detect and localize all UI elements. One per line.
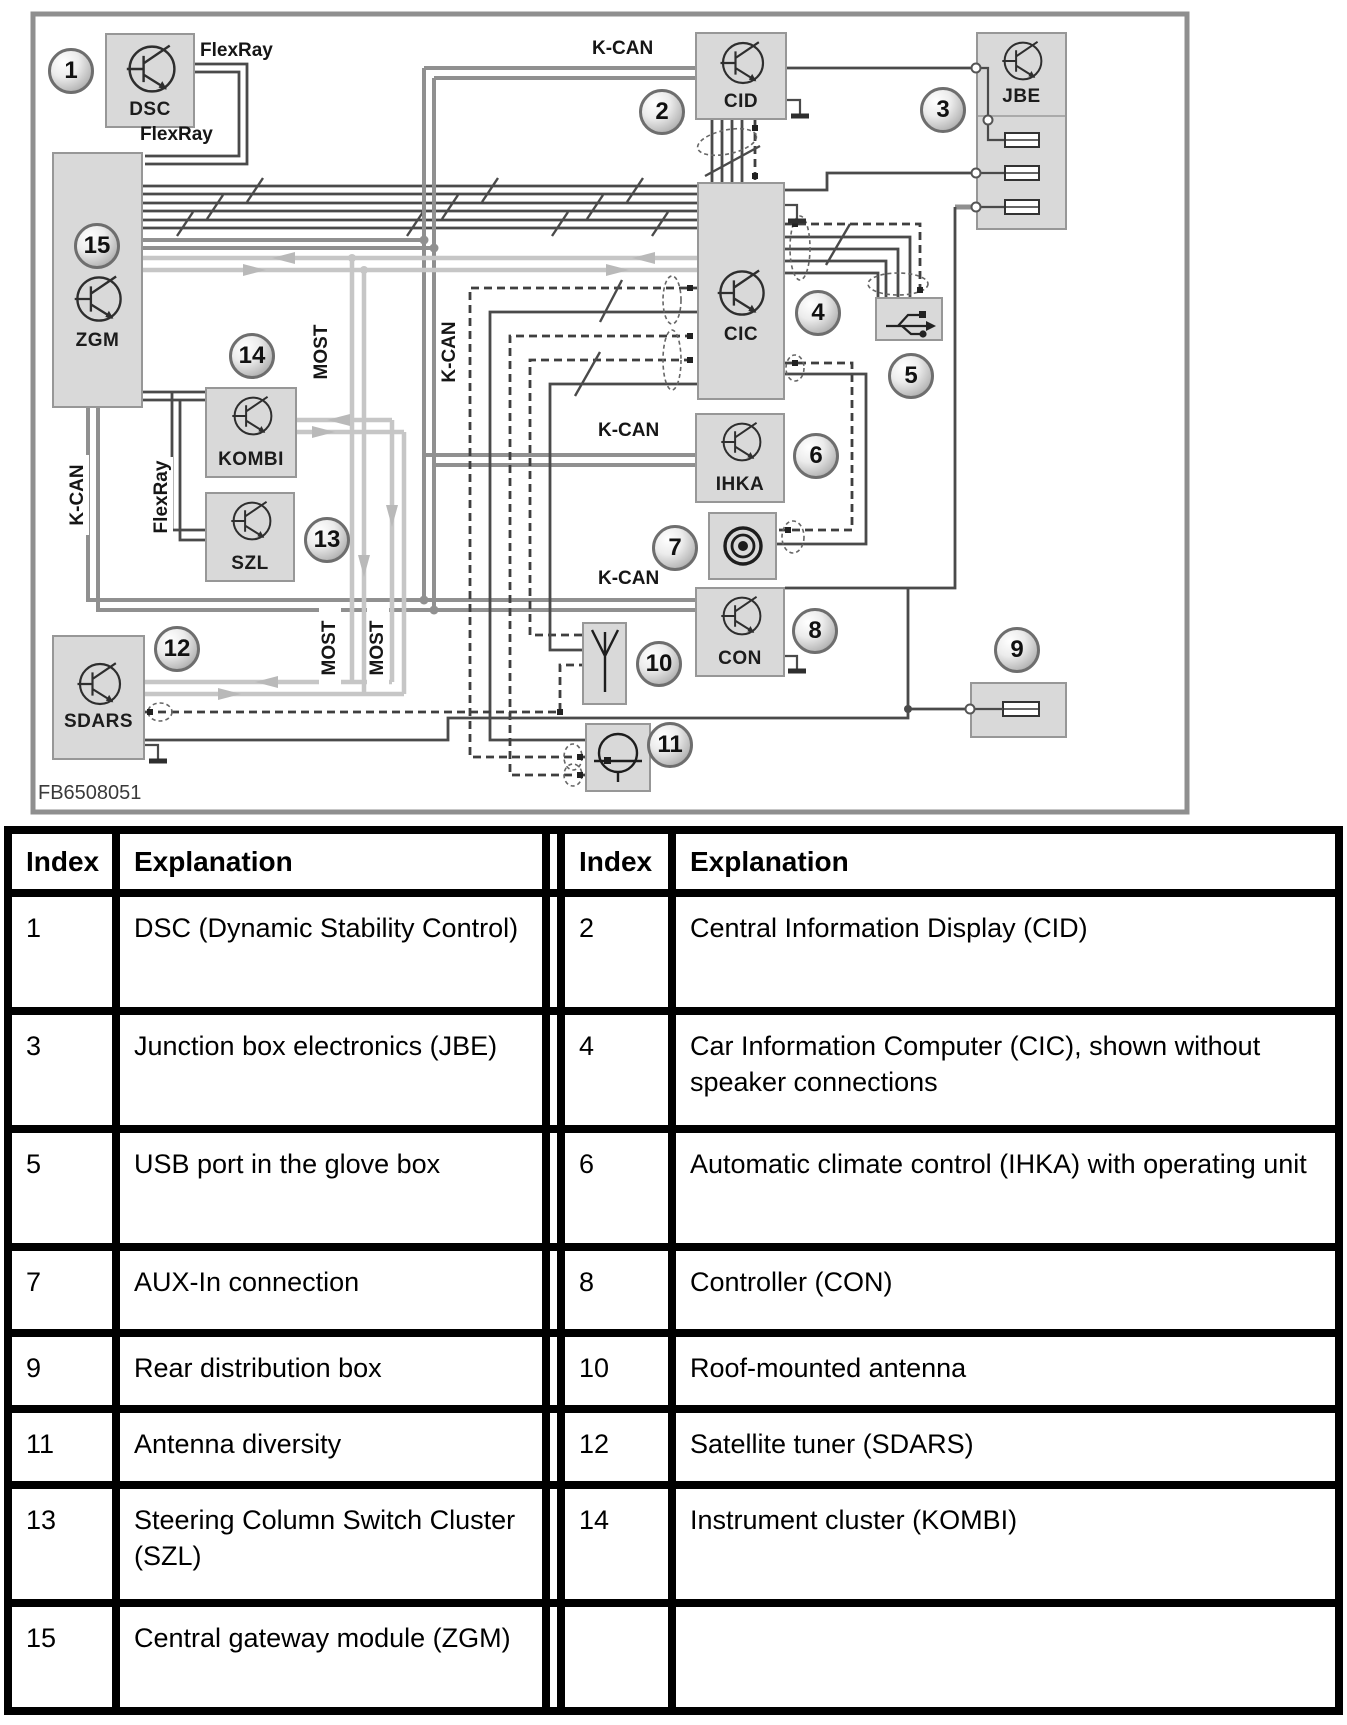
legend-cell-explanation: Junction box electronics (JBE) (120, 1015, 542, 1125)
zgm-module-label: ZGM (75, 330, 120, 351)
index-badge-8 (792, 608, 838, 654)
column-divider (550, 1607, 557, 1707)
column-divider (550, 1015, 557, 1125)
badge-number: 14 (238, 342, 266, 369)
header-explanation-2: Explanation (676, 834, 1335, 889)
index-badge-6 (793, 433, 839, 479)
szl-module-box (205, 492, 295, 582)
cic-module-box (697, 182, 785, 400)
index-badge-3 (920, 87, 966, 133)
rear-distribution-box (970, 682, 1067, 738)
index-badge-2 (639, 89, 685, 135)
legend-cell-explanation: Automatic climate control (IHKA) with operating unit (676, 1133, 1335, 1243)
control-unit-icon (719, 593, 765, 639)
badge-number: 7 (668, 534, 682, 561)
sdars-tuner-box (52, 635, 145, 760)
most-label-bottom-1: MOST (319, 608, 341, 688)
badge-number: 10 (645, 650, 673, 677)
legend-cell-index: 6 (565, 1133, 668, 1243)
legend-cell-index: 9 (12, 1337, 112, 1405)
con-controller-box (695, 587, 785, 677)
legend-cell-explanation: Antenna diversity (120, 1413, 542, 1481)
index-badge-7 (652, 525, 698, 571)
szl-module-label: SZL (231, 553, 269, 574)
badge-number: 1 (64, 57, 78, 84)
legend-cell-explanation: AUX-In connection (120, 1251, 542, 1329)
legend-cell-explanation: Car Information Computer (CIC), shown without speaker connections (676, 1015, 1335, 1125)
column-divider (550, 1251, 557, 1329)
index-badge-5 (888, 353, 934, 399)
kcan-label-left: K-CAN (67, 455, 89, 535)
con-module-label: CON (718, 648, 762, 669)
column-divider (550, 1413, 557, 1481)
legend-cell-index (565, 1607, 668, 1707)
legend-cell-index: 3 (12, 1015, 112, 1125)
legend-cell-explanation: Rear distribution box (120, 1337, 542, 1405)
index-badge-4 (795, 290, 841, 336)
index-badge-12 (154, 626, 200, 672)
badge-number: 4 (811, 299, 825, 326)
kombi-module-label: KOMBI (218, 449, 284, 470)
control-unit-icon (719, 419, 765, 465)
cid-module-label: CID (723, 91, 759, 112)
control-unit-icon (715, 266, 769, 320)
antenna-icon (586, 626, 624, 702)
badge-number: 12 (163, 635, 191, 662)
index-badge-13 (304, 517, 350, 563)
header-index-2: Index (565, 834, 668, 889)
legend-cell-index: 12 (565, 1413, 668, 1481)
badge-number: 8 (808, 617, 822, 644)
index-badge-15 (74, 223, 120, 269)
jbe-module-box (976, 32, 1067, 230)
roof-antenna-box (582, 622, 627, 705)
kcan-label-ihka: K-CAN (598, 420, 660, 441)
badge-number: 6 (809, 442, 823, 469)
legend-cell-index: 5 (12, 1133, 112, 1243)
ihka-module-label: IHKA (715, 474, 765, 495)
control-unit-icon (1000, 38, 1046, 84)
legend-cell-explanation: Instrument cluster (KOMBI) (676, 1489, 1335, 1599)
sdars-module-label: SDARS (63, 711, 133, 732)
column-divider (550, 1337, 557, 1405)
index-badge-10 (636, 641, 682, 687)
badge-number: 2 (655, 98, 669, 125)
kcan-label-con: K-CAN (598, 568, 660, 589)
ihka-module-box (695, 413, 785, 503)
legend-cell-explanation: DSC (Dynamic Stability Control) (120, 897, 542, 1007)
badge-number: 13 (313, 526, 341, 553)
dsc-module-label: DSC (129, 99, 171, 120)
index-badge-11 (647, 722, 693, 768)
legend-cell-explanation: Central Information Display (CID) (676, 897, 1335, 1007)
most-label-vertical-top: MOST (311, 312, 333, 392)
aux-in-connector-box (708, 512, 777, 580)
legend-cell-explanation: Steering Column Switch Cluster (SZL) (120, 1489, 542, 1599)
legend-cell-index: 14 (565, 1489, 668, 1599)
cid-module-box (695, 32, 787, 120)
index-badge-1 (48, 48, 94, 94)
legend-cell-index: 4 (565, 1015, 668, 1125)
legend-cell-index: 8 (565, 1251, 668, 1329)
jbe-divider (978, 115, 1065, 117)
header-index-1: Index (12, 834, 112, 889)
column-divider (550, 897, 557, 1007)
legend-cell-explanation: USB port in the glove box (120, 1133, 542, 1243)
cic-module-label: CIC (723, 324, 759, 345)
legend-cell-explanation: Central gateway module (ZGM) (120, 1607, 542, 1707)
antenna-diversity-icon (588, 726, 648, 788)
legend-cell-explanation: Roof-mounted antenna (676, 1337, 1335, 1405)
legend-cell-index: 11 (12, 1413, 112, 1481)
control-unit-icon (229, 498, 275, 544)
bus-system-diagram (0, 0, 1347, 826)
legend-cell-explanation: Controller (CON) (676, 1251, 1335, 1329)
most-label-bottom-2: MOST (367, 608, 389, 688)
column-divider (550, 1489, 557, 1599)
legend-cell-index: 10 (565, 1337, 668, 1405)
header-explanation-1: Explanation (120, 834, 542, 889)
column-divider (550, 1133, 557, 1243)
legend-cell-index: 13 (12, 1489, 112, 1599)
control-unit-icon (72, 272, 126, 326)
legend-cell-index: 15 (12, 1607, 112, 1707)
kcan-label-top: K-CAN (592, 38, 654, 59)
badge-number: 5 (904, 362, 918, 389)
legend-cell-index: 7 (12, 1251, 112, 1329)
zgm-module-box (52, 152, 143, 408)
antenna-diversity-box (585, 723, 651, 792)
badge-number: 15 (83, 232, 111, 259)
control-unit-icon (230, 393, 276, 439)
control-unit-icon (124, 41, 180, 97)
flexray-label-mid: FlexRay (140, 124, 213, 145)
legend-table (4, 826, 1343, 1715)
aux-jack-icon (713, 516, 773, 576)
index-badge-9 (994, 627, 1040, 673)
kombi-module-box (205, 387, 297, 478)
jbe-module-label: JBE (1002, 86, 1041, 107)
legend-cell-explanation (676, 1607, 1335, 1707)
flexray-label-vertical: FlexRay (151, 457, 173, 537)
usb-icon (878, 300, 942, 340)
kcan-label-vertical: K-CAN (439, 312, 461, 392)
badge-number: 9 (1010, 636, 1024, 663)
badge-number: 11 (657, 731, 683, 758)
legend-cell-index: 2 (565, 897, 668, 1007)
badge-number: 3 (936, 96, 950, 123)
control-unit-icon (718, 38, 768, 88)
legend-cell-explanation: Satellite tuner (SDARS) (676, 1413, 1335, 1481)
index-badge-14 (229, 333, 275, 379)
column-divider (550, 834, 557, 889)
legend-cell-index: 1 (12, 897, 112, 1007)
dsc-module-box (105, 33, 195, 128)
figure-number: FB6508051 (38, 782, 142, 804)
usb-port-box (875, 297, 943, 341)
control-unit-icon (75, 659, 125, 709)
flexray-label-top: FlexRay (200, 40, 273, 61)
